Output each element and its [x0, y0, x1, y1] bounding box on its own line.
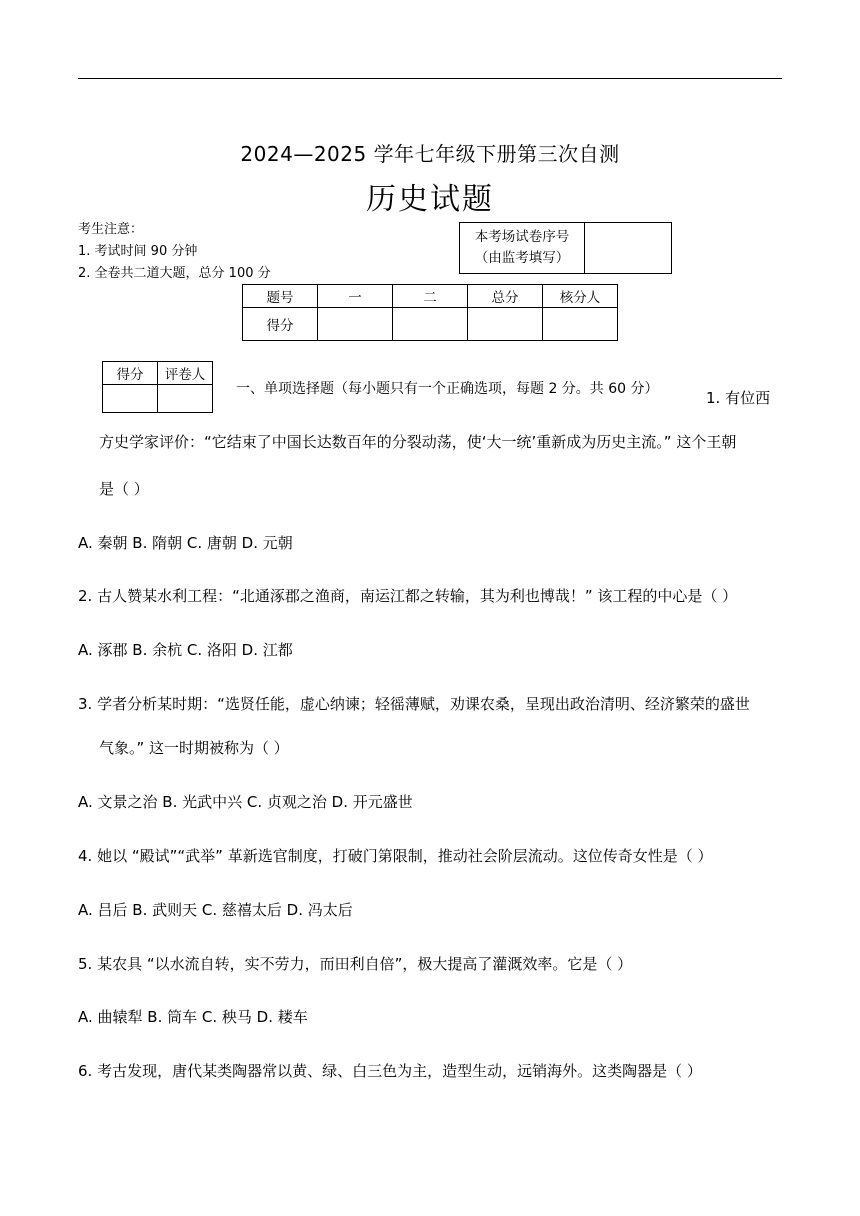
question-3-line: 3. 学者分析某时期：“选贤任能，虚心纳谏；轻徭薄赋，劝课农桑，呈现出政治清明、经济繁荣的盛世 — [78, 695, 750, 713]
seat-label-line2: （由监考填写） — [474, 250, 570, 266]
score-header: 题号 — [243, 285, 318, 308]
seat-label-line1: 本考场试卷序号 — [474, 229, 570, 245]
question-1-line: 1. 有位西 — [706, 389, 771, 407]
grader-cell[interactable] — [158, 385, 213, 413]
seat-number-field[interactable] — [585, 223, 672, 274]
score-cell[interactable] — [468, 308, 543, 341]
exam-notes — [78, 219, 271, 285]
score-header: 一 — [318, 285, 393, 308]
question-2-line: 2. 古人赞某水利工程：“北通涿郡之渔商，南运江都之转输，其为利也博哉！” 该工程的中心是（ ） — [78, 587, 738, 605]
question-5-line: 5. 某农具 “以水流自转，实不劳力，而田利自倍”，极大提高了灌溉效率。它是（ ） — [78, 955, 633, 973]
exam-title: 历史试题 — [366, 182, 494, 217]
grader-table — [102, 361, 213, 413]
score-header: 二 — [393, 285, 468, 308]
grader-cell[interactable] — [103, 385, 158, 413]
question-1-line: 方史学家评价：“它结束了中国长达数百年的分裂动荡，使‘大一统’重新成为历史主流。” 这个王朝 — [99, 433, 737, 451]
notes-item: 2. 全卷共二道大题，总分 100 分 — [78, 266, 271, 281]
section-title: 一、单项选择题（每小题只有一个正确选项，每题 2 分。共 60 分） — [236, 381, 659, 397]
seat-number-label — [460, 223, 585, 274]
notes-heading: 考生注意： — [78, 222, 144, 237]
question-3-options: A. 文景之治 B. 光武中兴 C. 贞观之治 D. 开元盛世 — [78, 793, 413, 811]
score-cell[interactable] — [543, 308, 618, 341]
grader-header: 评卷人 — [158, 362, 213, 385]
grader-header: 得分 — [103, 362, 158, 385]
question-1-line: 是（ ） — [99, 480, 149, 498]
score-row-label: 得分 — [243, 308, 318, 341]
seat-number-box — [459, 222, 672, 274]
question-3-line: 气象。” 这一时期被称为（ ） — [99, 739, 289, 757]
question-4-line: 4. 她以 “殿试”“武举” 革新选官制度，打破门第限制，推动社会阶层流动。这位传奇女性是（ ） — [78, 847, 713, 865]
question-2-options: A. 涿郡 B. 余杭 C. 洛阳 D. 江都 — [78, 641, 293, 659]
notes-item: 1. 考试时间 90 分钟 — [78, 244, 198, 259]
score-table — [242, 284, 618, 341]
score-header: 总分 — [468, 285, 543, 308]
question-6-line: 6. 考古发现，唐代某类陶器常以黄、绿、白三色为主，造型生动，远销海外。这类陶器是（ ） — [78, 1062, 702, 1080]
header-rule — [78, 78, 782, 79]
question-5-options: A. 曲辕犁 B. 筒车 C. 秧马 D. 耧车 — [78, 1008, 308, 1026]
question-1-options: A. 秦朝 B. 隋朝 C. 唐朝 D. 元朝 — [78, 534, 293, 552]
score-header: 核分人 — [543, 285, 618, 308]
question-4-options: A. 吕后 B. 武则天 C. 慈禧太后 D. 冯太后 — [78, 901, 353, 919]
exam-subtitle: 2024—2025 学年七年级下册第三次自测 — [240, 142, 620, 166]
score-cell[interactable] — [318, 308, 393, 341]
score-cell[interactable] — [393, 308, 468, 341]
